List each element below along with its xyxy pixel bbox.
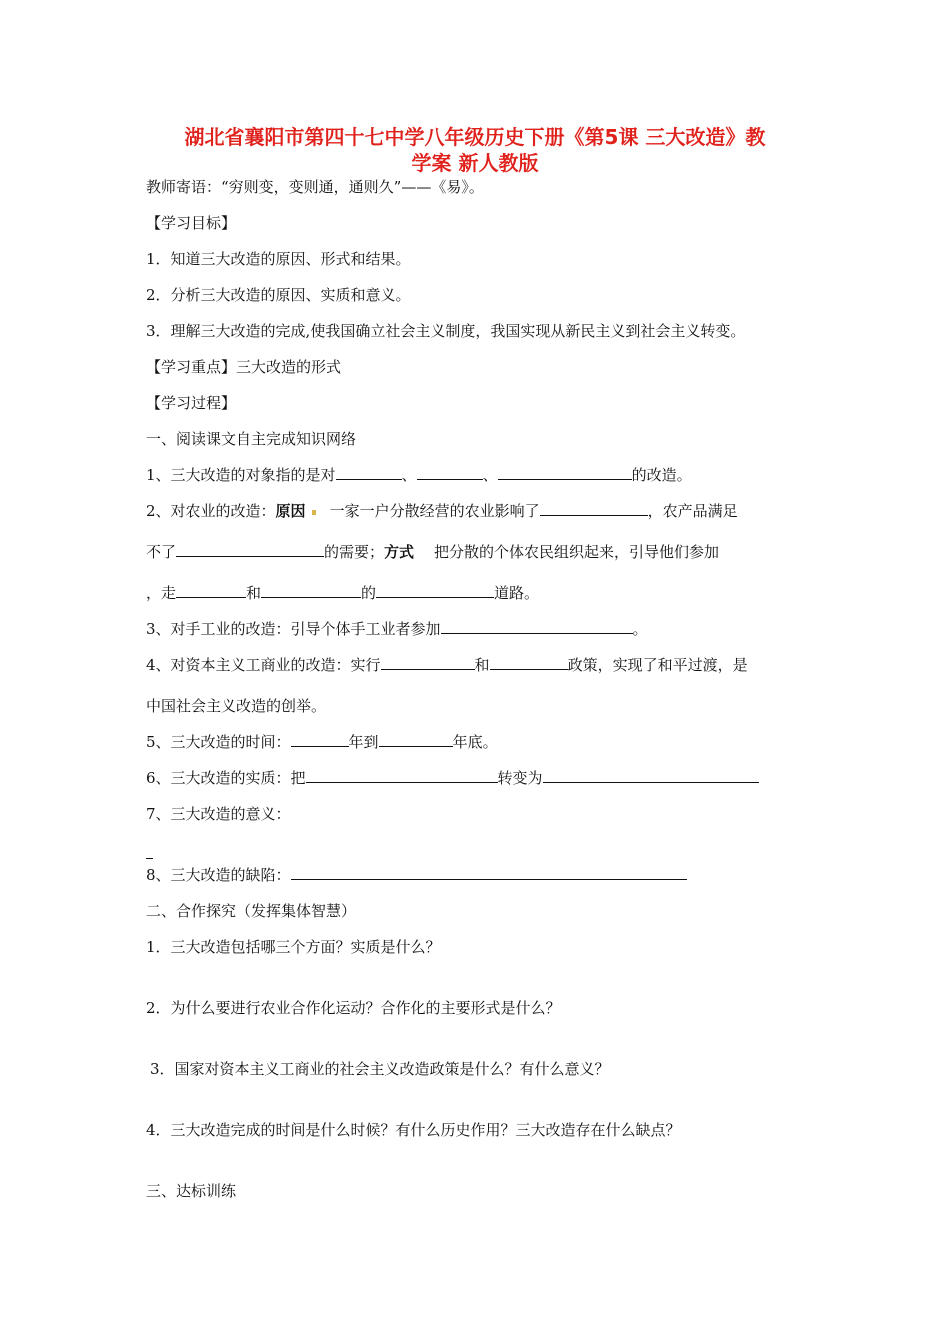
q6-text-b: 转变为 bbox=[497, 769, 543, 787]
q4-text-b: 和 bbox=[474, 656, 490, 674]
question-7: 7、三大改造的意义： bbox=[146, 805, 291, 823]
q1-sep-2: 、 bbox=[482, 466, 498, 484]
answer-blank[interactable] bbox=[540, 501, 648, 516]
discussion-question: 3．国家对资本主义工商业的社会主义改造政策是什么？有什么意义？ bbox=[150, 1060, 610, 1078]
process-heading: 【学习过程】 bbox=[146, 394, 237, 412]
answer-blank[interactable] bbox=[490, 655, 568, 670]
q2-text-g: ，走 bbox=[146, 584, 177, 602]
q1-text-a: 1、三大改造的对象指的是对 bbox=[146, 466, 336, 484]
q2-text-i: 的 bbox=[361, 584, 377, 602]
objective-item: 2．分析三大改造的原因、实质和意义。 bbox=[146, 286, 411, 304]
question-8 bbox=[146, 865, 687, 885]
q2-text-d: 不了 bbox=[146, 543, 177, 561]
q4-text-a: 4、对资本主义工商业的改造：实行 bbox=[146, 656, 381, 674]
question-2-line-3 bbox=[146, 583, 539, 603]
q8-text: 8、三大改造的缺陷： bbox=[146, 866, 291, 884]
q2-text-j: 道路。 bbox=[494, 584, 540, 602]
q1-sep-1: 、 bbox=[401, 466, 417, 484]
q5-text-c: 年底。 bbox=[452, 733, 498, 751]
question-4-line-1 bbox=[146, 655, 748, 675]
part2-heading: 二、合作探究（发挥集体智慧） bbox=[146, 902, 357, 920]
title-line-2: 学案 新人教版 bbox=[411, 151, 539, 175]
marker-dot bbox=[312, 510, 316, 515]
q5-text-b: 年到 bbox=[348, 733, 379, 751]
discussion-question: 4．三大改造完成的时间是什么时候？有什么历史作用？三大改造存在什么缺点？ bbox=[146, 1121, 681, 1139]
answer-blank[interactable] bbox=[498, 465, 632, 480]
answer-blank[interactable] bbox=[291, 732, 349, 747]
objective-item: 1．知道三大改造的原因、形式和结果。 bbox=[146, 250, 411, 268]
q2-method-label: 方式 bbox=[384, 543, 415, 561]
q2-text-c: ，农产品满足 bbox=[647, 502, 738, 520]
q3-text-b: 。 bbox=[632, 620, 648, 638]
objectives-heading: 【学习目标】 bbox=[146, 214, 237, 232]
answer-blank[interactable] bbox=[336, 465, 402, 480]
answer-blank[interactable] bbox=[176, 583, 246, 598]
question-3 bbox=[146, 619, 648, 639]
question-2-line-2 bbox=[146, 542, 719, 562]
q6-text-a: 6、三大改造的实质：把 bbox=[146, 769, 306, 787]
answer-blank[interactable] bbox=[146, 858, 153, 859]
q2-reason-label: 原因 bbox=[275, 502, 306, 520]
question-6 bbox=[146, 768, 759, 788]
title-line-1: 湖北省襄阳市第四十七中学八年级历史下册《第5课 三大改造》教 bbox=[184, 125, 766, 149]
q2-text-a: 2、对农业的改造： bbox=[146, 502, 276, 520]
teacher-motto: 教师寄语：“穷则变，变则通，通则久”——《易》。 bbox=[146, 178, 484, 196]
q1-text-b: 的改造。 bbox=[631, 466, 692, 484]
question-2-line-1 bbox=[146, 501, 738, 521]
answer-blank[interactable] bbox=[291, 865, 687, 880]
question-4-line-2: 中国社会主义改造的创举。 bbox=[146, 697, 327, 715]
q2-text-b: 一家一户分散经营的农业影响了 bbox=[329, 502, 540, 520]
answer-blank[interactable] bbox=[441, 619, 633, 634]
answer-blank[interactable] bbox=[381, 655, 475, 670]
q5-text-a: 5、三大改造的时间： bbox=[146, 733, 291, 751]
answer-blank[interactable] bbox=[376, 583, 494, 598]
objective-item: 3．理解三大改造的完成,使我国确立社会主义制度，我国实现从新民主义到社会主义转变。 bbox=[146, 322, 746, 340]
answer-blank[interactable] bbox=[261, 583, 361, 598]
q2-text-h: 和 bbox=[246, 584, 262, 602]
q3-text-a: 3、对手工业的改造：引导个体手工业者参加 bbox=[146, 620, 441, 638]
question-5 bbox=[146, 732, 498, 752]
answer-blank[interactable] bbox=[379, 732, 453, 747]
document-title bbox=[130, 124, 820, 176]
focus-line: 【学习重点】三大改造的形式 bbox=[146, 358, 342, 376]
part1-heading: 一、阅读课文自主完成知识网络 bbox=[146, 430, 357, 448]
answer-blank[interactable] bbox=[543, 768, 759, 783]
answer-blank[interactable] bbox=[176, 542, 324, 557]
discussion-question: 1．三大改造包括哪三个方面？实质是什么？ bbox=[146, 938, 441, 956]
question-1 bbox=[146, 465, 692, 485]
discussion-question: 2．为什么要进行农业合作化运动？合作化的主要形式是什么？ bbox=[146, 999, 561, 1017]
answer-blank[interactable] bbox=[417, 465, 483, 480]
q2-text-f: 把分散的个体农民组织起来，引导他们参加 bbox=[434, 543, 720, 561]
q2-text-e: 的需要； bbox=[324, 543, 385, 561]
q4-text-c: 政策，实现了和平过渡，是 bbox=[567, 656, 748, 674]
part3-heading: 三、达标训练 bbox=[146, 1182, 237, 1200]
answer-blank[interactable] bbox=[306, 768, 498, 783]
